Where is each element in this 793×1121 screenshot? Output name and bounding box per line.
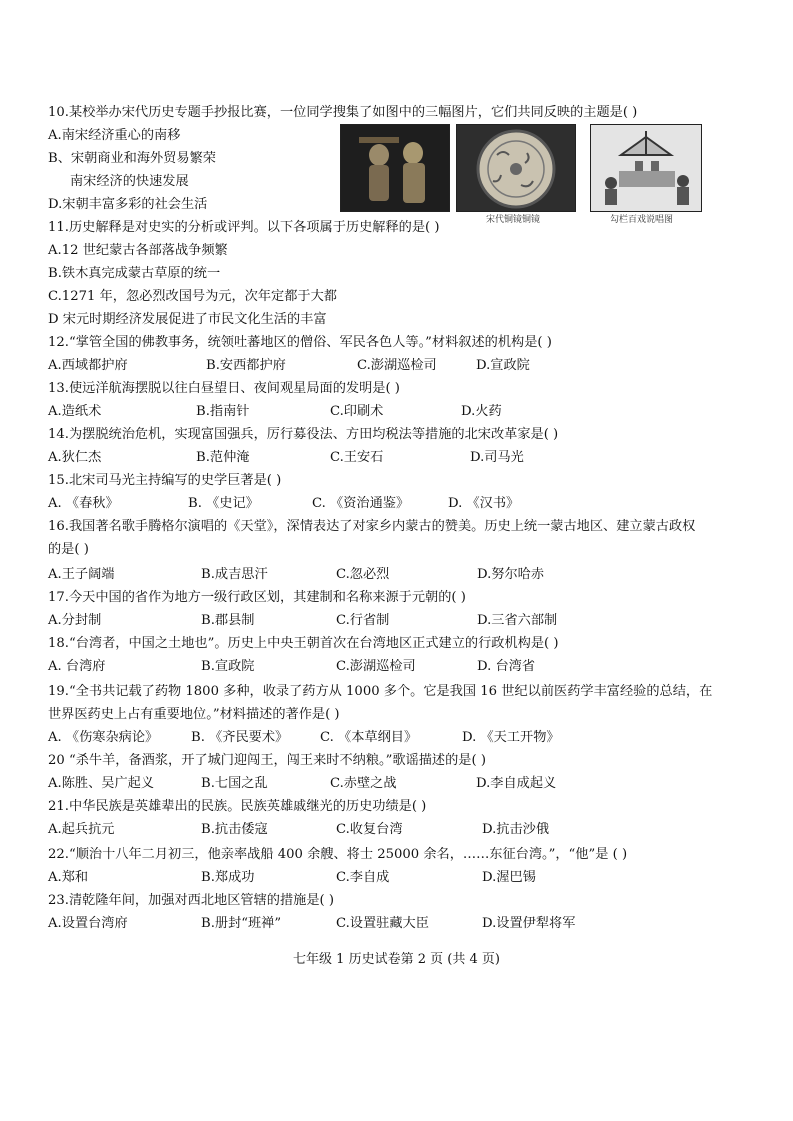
question-21-option-d: D.抗击沙俄 — [482, 822, 550, 837]
question-22-option-b: B.郑成功 — [201, 870, 255, 885]
question-20-option-b: B.七国之乱 — [201, 776, 268, 791]
question-15-option-d: D. 《汉书》 — [448, 496, 520, 511]
question-16-option-c: C.忽必烈 — [336, 567, 390, 582]
question-16-stem: 16.我国著名歌手腾格尔演唱的《天堂》，深情表达了对家乡内蒙古的赞美。历史上统一蒙古地区、建立蒙古政权 — [48, 519, 696, 534]
question-19-option-d: D. 《天工开物》 — [462, 730, 560, 745]
question-16-option-a: A.王子阔端 — [48, 567, 115, 582]
goulan-performance-icon — [591, 125, 701, 211]
question-12-option-a: A.西域都护府 — [48, 358, 128, 373]
question-21-option-b: B.抗击倭寇 — [201, 822, 268, 837]
question-16-option-d: D.努尔哈赤 — [477, 567, 545, 582]
question-11-option-a: A.12 世纪蒙古各部落战争频繁 — [48, 243, 228, 258]
question-18-option-b: B.宣政院 — [201, 659, 255, 674]
question-22-option-d: D.渥巴锡 — [482, 870, 536, 885]
question-21-option-c: C.收复台湾 — [336, 822, 403, 837]
question-17-option-c: C.行省制 — [336, 613, 390, 628]
question-11-option-d: D 宋元时期经济发展促进了市民文化生活的丰富 — [48, 312, 327, 327]
question-10-option-b: B、宋朝商业和海外贸易繁荣 — [48, 151, 216, 166]
question-13-option-b: B.指南针 — [196, 404, 250, 419]
question-14-option-c: C.王安石 — [330, 450, 384, 465]
question-10-option-c: 南宋经济的快速发展 — [70, 174, 189, 189]
question-23-stem: 23.清乾隆年间，加强对西北地区管辖的措施是( ) — [48, 893, 335, 908]
question-21-stem: 21.中华民族是英雄辈出的民族。民族英雄戚继光的历史功绩是( ) — [48, 799, 427, 814]
question-12-option-d: D.宣政院 — [476, 358, 530, 373]
question-17-option-a: A.分封制 — [48, 613, 102, 628]
question-20-option-d: D.李自成起义 — [476, 776, 557, 791]
question-20-stem: 20 “杀牛羊，备酒浆，开了城门迎闯王，闯王来时不纳粮。”歌谣描述的是( ) — [48, 753, 486, 768]
question-20-option-a: A.陈胜、吴广起义 — [48, 776, 155, 791]
figure-bronze-mirror-photo — [456, 124, 576, 212]
question-16-stem-continued: 的是( ) — [48, 542, 89, 557]
question-12-option-b: B.安西都护府 — [206, 358, 286, 373]
question-14-option-b: B.范仲淹 — [196, 450, 250, 465]
question-14-stem: 14.为摆脱统治危机，实现富国强兵，厉行募役法、方田均税法等措施的北宋改革家是( ) — [48, 427, 559, 442]
question-10-option-d: D.宋朝丰富多彩的社会生活 — [48, 197, 208, 212]
question-13-option-c: C.印刷术 — [330, 404, 384, 419]
question-15-option-c: C. 《资治通鉴》 — [312, 496, 410, 511]
question-13-stem: 13.使远洋航海摆脱以往白昼望日、夜间观星局面的发明是( ) — [48, 381, 400, 396]
question-23-option-d: D.设置伊犁将军 — [482, 916, 576, 931]
question-19-option-c: C. 《本草纲目》 — [320, 730, 418, 745]
figure-figurines-photo — [340, 124, 450, 212]
question-17-option-b: B.郡县制 — [201, 613, 255, 628]
question-18-stem: 18.“台湾者，中国之土地也”。历史上中央王朝首次在台湾地区正式建立的行政机构是( ) — [48, 636, 559, 651]
question-17-option-d: D.三省六部制 — [477, 613, 558, 628]
question-15-option-a: A. 《春秋》 — [48, 496, 119, 511]
page-footer: 七年级 1 历史试卷第 2 页 (共 4 页) — [293, 952, 500, 967]
question-14-option-d: D.司马光 — [470, 450, 524, 465]
figurines-icon — [341, 125, 449, 211]
figure-3-caption: 勾栏百戏说唱图 — [610, 215, 674, 225]
figure-goulan-performance-photo — [590, 124, 702, 212]
question-10-stem: 10.某校举办宋代历史专题手抄报比赛，一位同学搜集了如图中的三幅图片，它们共同反映的主题是( ) — [48, 105, 638, 120]
bronze-mirror-icon — [457, 125, 575, 211]
question-23-option-b: B.册封“班禅” — [201, 916, 282, 931]
question-21-option-a: A.起兵抗元 — [48, 822, 115, 837]
question-12-stem: 12.“掌管全国的佛教事务，统领吐蕃地区的僧俗、军民各色人等。”材料叙述的机构是( ) — [48, 335, 552, 350]
question-13-option-a: A.造纸术 — [48, 404, 102, 419]
question-13-option-d: D.火药 — [461, 404, 502, 419]
question-19-stem: 19.“全书共记载了药物 1800 多种，收录了药方从 1000 多个。它是我国 16 世纪以前医药学丰富经验的总结，在 — [48, 684, 713, 699]
question-19-option-a: A. 《伤寒杂病论》 — [48, 730, 159, 745]
question-15-stem: 15.北宋司马光主持编写的史学巨著是( ) — [48, 473, 282, 488]
question-19-option-b: B. 《齐民要术》 — [191, 730, 289, 745]
question-23-option-c: C.设置驻藏大臣 — [336, 916, 429, 931]
question-22-option-a: A.郑和 — [48, 870, 89, 885]
question-11-option-c: C.1271 年，忽必烈改国号为元，次年定都于大都 — [48, 289, 337, 304]
question-17-stem: 17.今天中国的省作为地方一级行政区划，其建制和名称来源于元朝的( ) — [48, 590, 466, 605]
question-15-option-b: B. 《史记》 — [188, 496, 259, 511]
figure-2-caption: 宋代铜镜铜镜 — [486, 215, 541, 225]
question-11-option-b: B.铁木真完成蒙古草原的统一 — [48, 266, 221, 281]
question-11-stem: 11.历史解释是对史实的分析或评判。以下各项属于历史解释的是( ) — [48, 220, 440, 235]
question-14-option-a: A.狄仁杰 — [48, 450, 102, 465]
question-20-option-c: C.赤壁之战 — [330, 776, 397, 791]
question-19-stem-continued: 世界医药史上占有重要地位。”材料描述的著作是( ) — [48, 707, 340, 722]
question-10-option-a: A.南宋经济重心的南移 — [48, 128, 181, 143]
question-16-option-b: B.成吉思汗 — [201, 567, 268, 582]
question-12-option-c: C.澎湖巡检司 — [357, 358, 437, 373]
question-18-option-a: A. 台湾府 — [48, 659, 106, 674]
question-18-option-d: D. 台湾省 — [477, 659, 536, 674]
question-18-option-c: C.澎湖巡检司 — [336, 659, 416, 674]
question-22-stem: 22.“顺治十八年二月初三，他亲率战船 400 余艘、将士 25000 余名，……东征台湾。”，“他”是 ( ) — [48, 847, 628, 862]
question-23-option-a: A.设置台湾府 — [48, 916, 128, 931]
question-22-option-c: C.李自成 — [336, 870, 390, 885]
